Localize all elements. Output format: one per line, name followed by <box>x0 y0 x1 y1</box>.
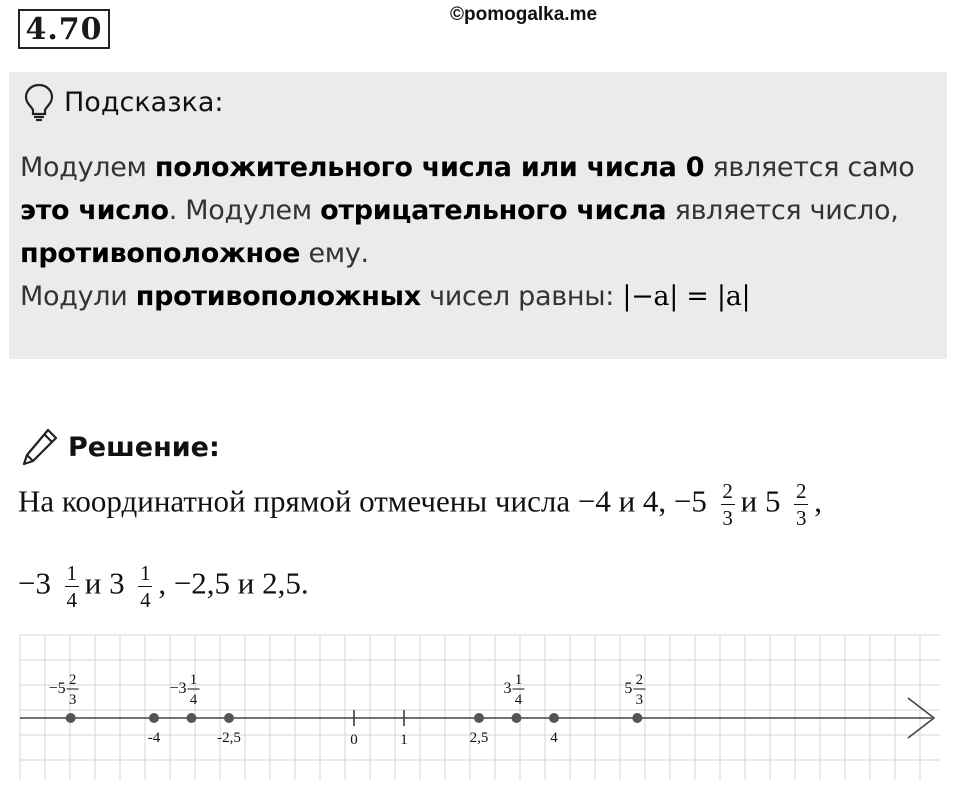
bold-run: положительного числа или числа 0 <box>154 152 705 183</box>
tick-label: 0 <box>350 732 358 748</box>
label-denominator: 4 <box>514 692 523 708</box>
solution-title: Решение: <box>68 431 220 463</box>
label-denominator: 4 <box>189 692 198 708</box>
label-denominator: 3 <box>68 692 77 708</box>
solution-header <box>20 424 220 470</box>
solution-line-2 <box>18 562 948 611</box>
label-numerator: 2 <box>68 672 77 688</box>
text-run: , <box>814 483 822 519</box>
fraction <box>721 480 735 529</box>
point-marker <box>549 713 559 723</box>
problem-number: 4.70 <box>18 9 110 49</box>
point-label: 4 <box>550 730 558 746</box>
bold-run: противоположное <box>20 238 301 269</box>
hint-line-4 <box>20 275 940 318</box>
site-watermark: ©pomogalka.me <box>450 4 598 25</box>
text-run: −3 <box>18 565 51 601</box>
point-marker <box>187 713 197 723</box>
point-marker <box>474 713 484 723</box>
label-numerator: 1 <box>514 672 523 688</box>
hint-text <box>20 146 940 318</box>
point-marker <box>66 713 76 723</box>
text-run: является число, <box>666 195 899 226</box>
hint-title: Подсказка: <box>64 86 224 118</box>
point-marker <box>224 713 234 723</box>
text-run: . Модулем <box>168 195 321 226</box>
text-run: Модули <box>20 281 136 312</box>
label-whole: −5 <box>48 680 66 697</box>
point-label: -2,5 <box>217 730 241 746</box>
label-numerator: 1 <box>189 672 198 688</box>
point-marker <box>149 713 159 723</box>
numerator: 2 <box>796 479 807 503</box>
hint-line-3 <box>20 232 940 275</box>
text-run: и 5 <box>740 483 781 519</box>
grid <box>20 635 940 780</box>
number-line-figure <box>0 630 960 786</box>
point-label: -4 <box>147 730 161 746</box>
text-run: и 3 <box>84 565 125 601</box>
label-whole: 3 <box>503 680 512 697</box>
label-whole: −3 <box>169 680 187 697</box>
denominator: 4 <box>140 588 151 612</box>
lightbulb-icon <box>22 82 56 122</box>
numerator: 2 <box>722 479 733 503</box>
bold-run: противоположных <box>135 281 421 312</box>
text-run: ему. <box>300 238 369 269</box>
tick-label: 1 <box>400 732 408 748</box>
fraction <box>65 562 79 611</box>
hint-header <box>22 82 224 122</box>
text-run: На координатной прямой отмечены числа −4 и 4, −5 <box>18 483 707 519</box>
point-label-mixed <box>504 672 525 708</box>
text-run: чисел равны: <box>420 281 623 312</box>
label-whole: 5 <box>624 680 633 697</box>
hint-line-2 <box>20 189 940 232</box>
denominator: 3 <box>722 506 733 530</box>
point-label-mixed <box>49 672 79 708</box>
bold-run: отрицательного числа <box>320 195 667 226</box>
fraction <box>794 480 808 529</box>
point-label: 2,5 <box>469 730 489 746</box>
solution-line-1 <box>18 480 948 529</box>
bold-run: это число <box>20 195 169 226</box>
point-label-mixed <box>624 672 645 708</box>
numerator: 1 <box>140 561 151 585</box>
label-numerator: 2 <box>635 672 644 688</box>
denominator: 4 <box>66 588 77 612</box>
pencil-icon <box>20 426 60 468</box>
text-run: Модулем <box>20 152 155 183</box>
text-run: , −2,5 и 2,5. <box>158 565 309 601</box>
point-marker <box>632 713 642 723</box>
numerator: 1 <box>66 561 77 585</box>
denominator: 3 <box>796 506 807 530</box>
fraction <box>138 562 152 611</box>
formula: |−a| = |a| <box>622 281 751 312</box>
label-denominator: 3 <box>635 692 644 708</box>
hint-line-1 <box>20 146 940 189</box>
point-marker <box>512 713 522 723</box>
text-run: является само <box>704 152 915 183</box>
